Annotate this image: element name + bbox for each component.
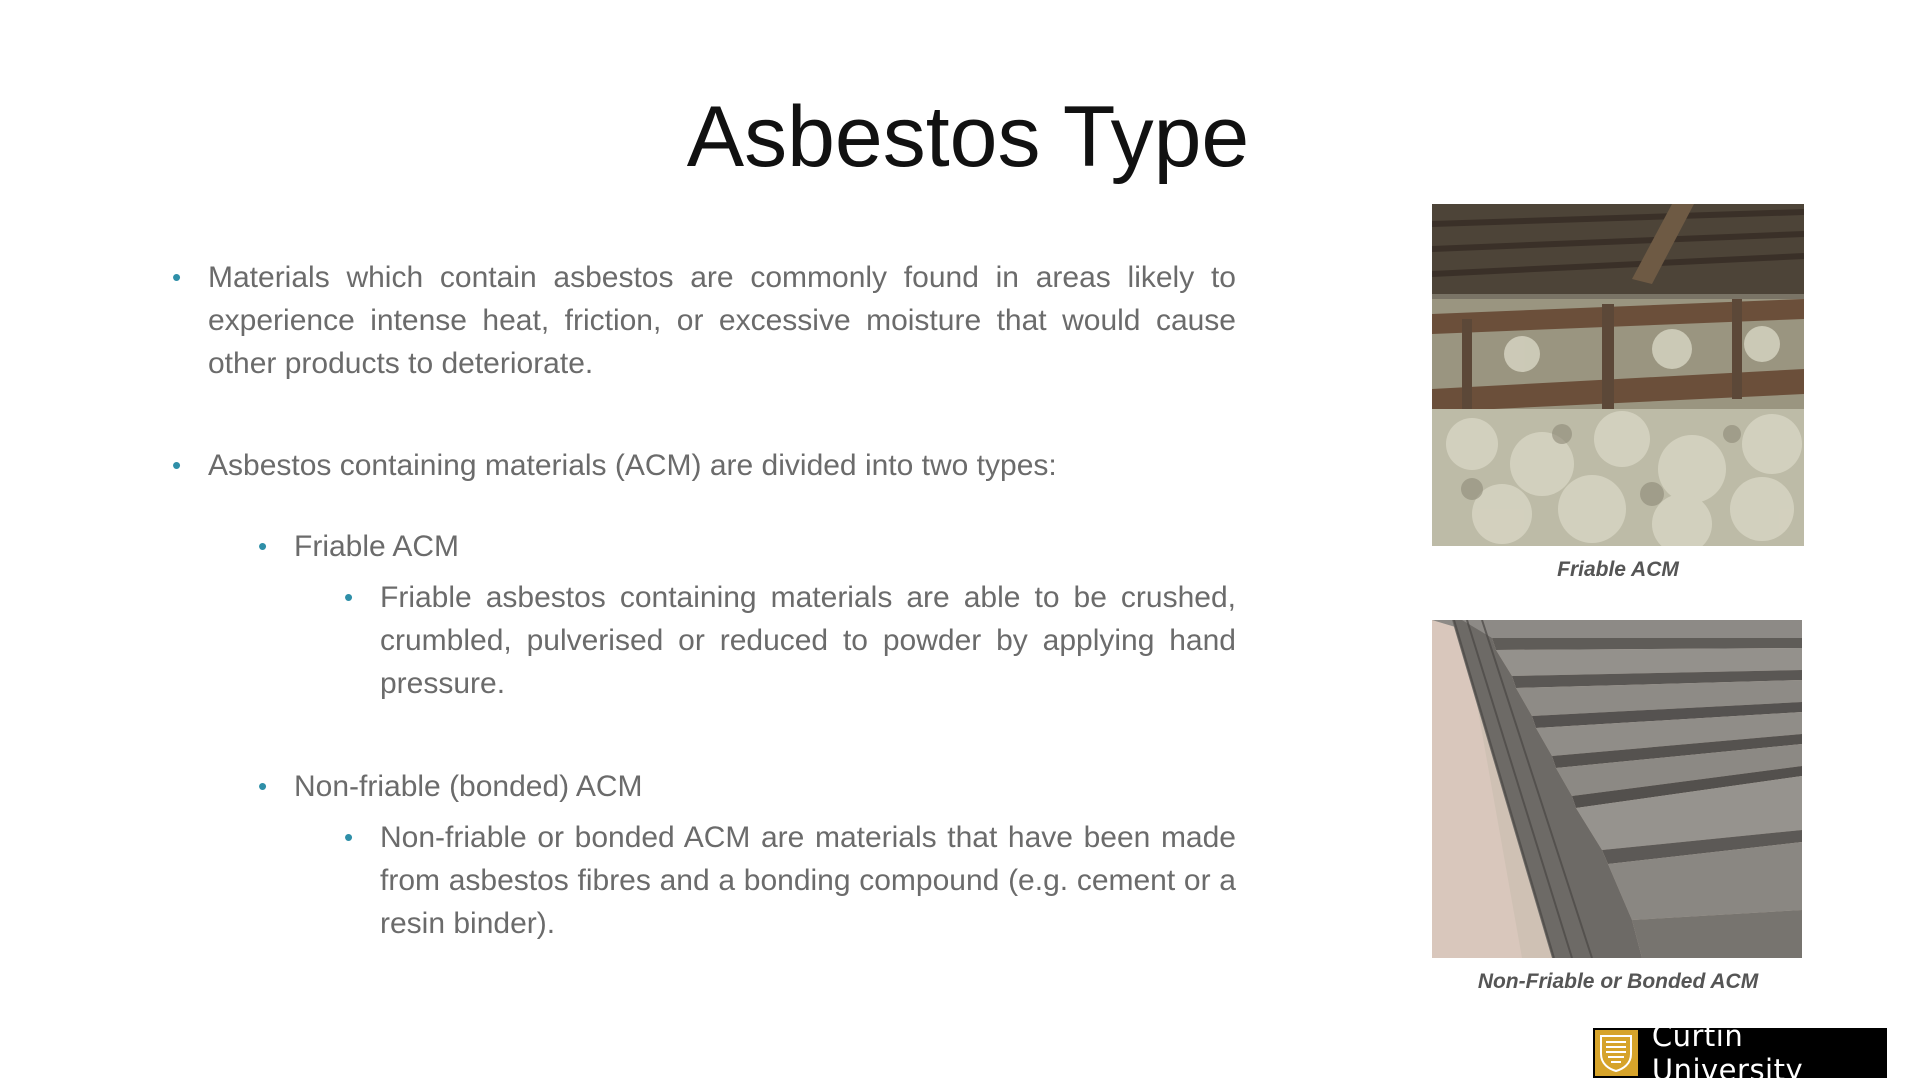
bullet-text: Friable asbestos containing materials are able to be crushed, crumbled, pulverised or reduced to powder by applying hand pressure. (380, 581, 1236, 700)
bonded-acm-photo (1432, 620, 1802, 958)
bullet-list (168, 256, 1236, 945)
friable-acm-caption: Friable ACM (1557, 558, 1679, 581)
bullet-icon: • (172, 262, 182, 292)
crest-icon (1595, 1030, 1638, 1076)
bullet-icon: • (172, 450, 182, 480)
list-item (168, 256, 1236, 385)
bullet-icon: • (258, 531, 268, 561)
bullet-text: Non-friable (bonded) ACM (294, 770, 643, 803)
logo-text: Curtin University (1651, 1019, 1804, 1087)
list-item (168, 576, 1236, 705)
list-item (168, 765, 1236, 808)
bullet-text: Asbestos containing materials (ACM) are divided into two types: (208, 449, 1057, 482)
bullet-text: Materials which contain asbestos are commonly found in areas likely to experience intense heat, friction, or excessive moisture that would cause other products to deteriorate. (208, 261, 1236, 380)
curtin-university-logo (1593, 1019, 1887, 1087)
friable-acm-photo (1432, 204, 1804, 546)
bullet-icon: • (344, 582, 354, 612)
list-item (168, 525, 1236, 568)
bullet-text: Non-friable or bonded ACM are materials that have been made from asbestos fibres and a bonding compound (e.g. cement or a resin binder). (380, 821, 1236, 940)
bonded-acm-caption: Non-Friable or Bonded ACM (1477, 970, 1759, 993)
slide-title: Asbestos Type (686, 89, 1250, 185)
list-item (168, 816, 1236, 945)
bullet-icon: • (258, 771, 268, 801)
bullet-icon: • (344, 822, 354, 852)
list-item (168, 444, 1236, 487)
bullet-text: Friable ACM (294, 530, 460, 563)
